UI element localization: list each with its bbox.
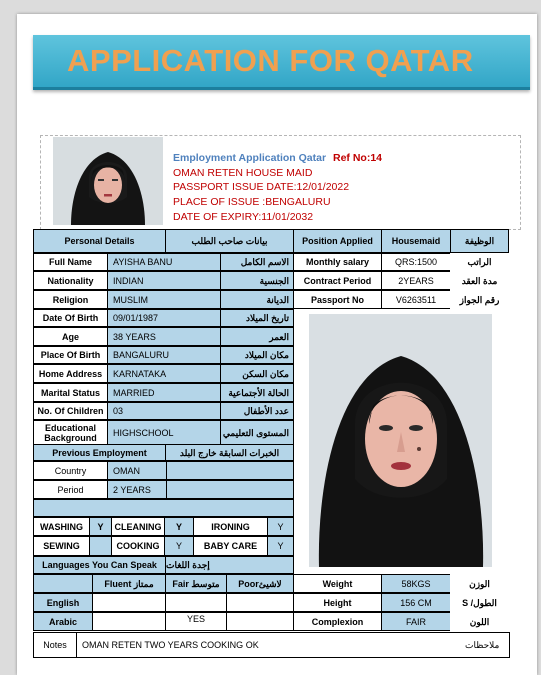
position-applied-value: Housemaid [381, 229, 451, 253]
personal-row-label: Full Name [33, 253, 108, 271]
languages-blank [33, 574, 93, 593]
previous-employment-ar: الخبرات السابقة خارج البلد [165, 444, 294, 461]
languages-ar: إجدة اللغات [165, 556, 294, 574]
physical-row-ar: الطول/ S [450, 593, 509, 612]
personal-row-value: HIGHSCHOOL [107, 420, 221, 446]
personal-row-value: 03 [107, 402, 221, 420]
personal-row-label: No. Of Children [33, 402, 108, 420]
job-row-value: 2YEARS [381, 271, 451, 290]
physical-row-ar: اللون [450, 612, 509, 631]
arabic-fair: YES [165, 612, 227, 631]
personal-details-header: Personal Details [33, 229, 166, 253]
skill-sewing: SEWING [33, 536, 90, 556]
job-row-ar: الراتب [450, 253, 509, 271]
personal-row-value: KARNATAKA [107, 364, 221, 383]
personal-row-label: Educational Background [33, 420, 108, 446]
personal-row-ar: الديانة [220, 290, 294, 309]
skill-washing: WASHING [33, 517, 90, 536]
header-title-line [173, 151, 382, 166]
personal-row-value: 38 YEARS [107, 327, 221, 346]
personal-row-ar: مكان الميلاد [220, 346, 294, 364]
physical-row-value: 58KGS [381, 574, 451, 593]
personal-row-value: AYISHA BANU [107, 253, 221, 271]
spacer-row [33, 499, 294, 517]
personal-row-ar: الحالة الأجتماعية [220, 383, 294, 402]
skill-ironing: IRONING [193, 517, 268, 536]
arabic-fluent [92, 612, 166, 631]
notes-ar: ملاحظات [465, 640, 500, 650]
job-row-label: Contract Period [293, 271, 382, 290]
job-row-value: QRS:1500 [381, 253, 451, 271]
personal-details-header-ar: بيانات صاحب الطلب [165, 229, 294, 253]
skill-babycare-value: Y [267, 536, 294, 556]
job-row-ar: رقم الجواز [450, 290, 509, 309]
physical-row-ar: الوزن [450, 574, 509, 593]
physical-row-label: Weight [293, 574, 382, 593]
personal-row-label: Nationality [33, 271, 108, 290]
personal-row-ar: العمر [220, 327, 294, 346]
skill-cleaning: CLEANING [111, 517, 165, 536]
job-row-label: Monthly salary [293, 253, 382, 271]
english-fair [165, 593, 227, 612]
job-row-ar: مدة العقد [450, 271, 509, 290]
physical-row-value: 156 CM [381, 593, 451, 612]
arabic-poor [226, 612, 294, 631]
country-blank [166, 461, 294, 480]
header-line-3: PLACE OF ISSUE :BENGALURU [173, 196, 331, 208]
position-applied-ar: الوظيفة [450, 229, 509, 253]
personal-row-ar: مكان السكن [220, 364, 294, 383]
physical-row-label: Height [293, 593, 382, 612]
personal-row-label: Religion [33, 290, 108, 309]
title-banner [33, 35, 530, 90]
ref-number: Ref No:14 [332, 152, 382, 164]
english-poor [226, 593, 294, 612]
header-line-2: PASSPORT ISSUE DATE:12/01/2022 [173, 181, 350, 193]
application-title: Employment Application Qatar [173, 152, 327, 164]
personal-row-value: 09/01/1987 [107, 309, 221, 327]
english-fluent [92, 593, 166, 612]
fluent-header: Fluent ممتاز [92, 574, 166, 593]
skill-ironing-value: Y [267, 517, 294, 536]
personal-row-ar: المستوى التعليمي [220, 420, 294, 446]
personal-row-ar: الاسم الكامل [220, 253, 294, 271]
personal-row-label: Marital Status [33, 383, 108, 402]
fair-header: Fair متوسط [165, 574, 227, 593]
personal-row-ar: الجنسية [220, 271, 294, 290]
page-title: APPLICATION FOR QATAR [67, 43, 474, 78]
skill-sewing-value [89, 536, 112, 556]
period-label: Period [33, 480, 108, 499]
personal-row-value: MUSLIM [107, 290, 221, 309]
job-row-label: Passport No [293, 290, 382, 309]
personal-row-value: BANGALURU [107, 346, 221, 364]
applicant-photo-small [53, 137, 163, 225]
personal-row-label: Date Of Birth [33, 309, 108, 327]
personal-row-ar: عدد الأطفال [220, 402, 294, 420]
personal-row-value: MARRIED [107, 383, 221, 402]
personal-row-label: Age [33, 327, 108, 346]
period-value: 2 YEARS [107, 480, 167, 499]
personal-row-ar: تاريخ الميلاد [220, 309, 294, 327]
header-line-4: DATE OF EXPIRY:11/01/2032 [173, 211, 314, 223]
personal-row-label: Home Address [33, 364, 108, 383]
physical-row-label: Complexion [293, 612, 382, 631]
personal-row-value: INDIAN [107, 271, 221, 290]
previous-employment-label: Previous Employment [33, 444, 166, 461]
skill-cleaning-value: Y [164, 517, 194, 536]
country-value: OMAN [107, 461, 167, 480]
poor-header: Poorلاشيئ [226, 574, 294, 593]
personal-row-label: Place Of Birth [33, 346, 108, 364]
arabic-label: Arabic [33, 612, 93, 631]
job-row-value: V6263511 [381, 290, 451, 309]
applicant-photo-large [309, 314, 492, 567]
physical-row-value: FAIR [381, 612, 451, 631]
notes-value: OMAN RETEN TWO YEARS COOKING OK [76, 632, 510, 658]
notes-label: Notes [33, 632, 77, 658]
position-applied-label: Position Applied [293, 229, 382, 253]
languages-label: Languages You Can Speak [33, 556, 166, 574]
skill-washing-value: Y [89, 517, 112, 536]
skill-cooking-value: Y [164, 536, 194, 556]
country-label: Country [33, 461, 108, 480]
period-blank [166, 480, 294, 499]
skill-cooking: COOKING [111, 536, 165, 556]
header-line-1: OMAN RETEN HOUSE MAID [173, 167, 313, 179]
english-label: English [33, 593, 93, 612]
skill-babycare: BABY CARE [193, 536, 268, 556]
